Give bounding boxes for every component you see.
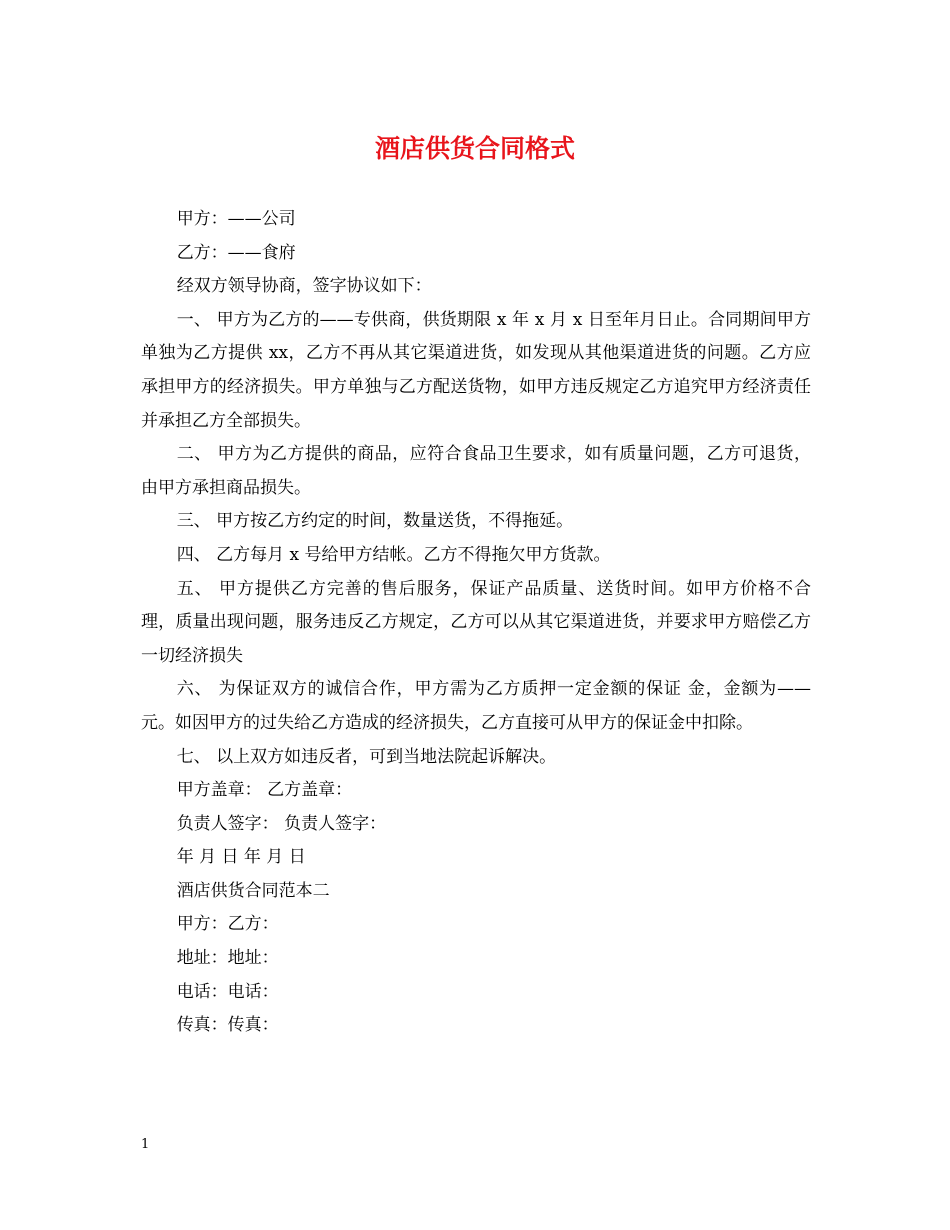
signature-line: 负责人签字： 负责人签字： [176,813,387,834]
intro-paragraph: 经双方领导协商，签字协议如下： [176,276,432,297]
clause-4: 四、 乙方每月 x 号给甲方结帐。乙方不得拖欠甲方货款。 [176,544,611,565]
party-b-line: 乙方：——食府 [176,242,296,263]
phone-line: 电话：电话： [176,981,279,1002]
clause-6: 六、 为保证双方的诚信合作，甲方需为乙方质押一定金额的保证 金，金额为——元。如因甲方的过失给乙方造成的经济损失，乙方直接可从甲方的保证金中扣除。 [141,679,811,733]
document-body [141,203,811,1043]
clause-2: 二、 甲方为乙方提供的商品，应符合食品卫生要求，如有质量问题，乙方可退货，由甲方承担商品损失。 [141,444,811,498]
seal-line: 甲方盖章： 乙方盖章： [176,780,353,801]
address-line: 地址：地址： [176,948,279,969]
template-two-heading: 酒店供货合同范本二 [176,880,330,901]
clause-7: 七、 以上双方如违反者，可到当地法院起诉解决。 [176,746,557,767]
clause-1: 一、 甲方为乙方的——专供商，供货期限 x 年 x 月 x 日至年月日止。合同期间甲方单独为乙方提供 xx，乙方不再从其它渠道进货，如发现从其他渠道进货的问题。乙方应承担甲方的经济损失。甲方单独与乙方配送货物，如甲方违反规定乙方追究甲方经济责任并承担乙方全部损失。 [141,309,811,431]
fax-line: 传真：传真： [176,1015,279,1036]
clause-5: 五、 甲方提供乙方完善的售后服务，保证产品质量、送货时间。如甲方价格不合理，质量出现问题，服务违反乙方规定，乙方可以从其它渠道进货，并要求甲方赔偿乙方一切经济损失 [141,578,811,666]
page-number: 1 [141,1137,150,1152]
clause-3: 三、 甲方按乙方约定的时间，数量送货，不得拖延。 [176,511,574,532]
date-line: 年 月 日 年 月 日 [176,847,306,868]
party-a-line: 甲方：——公司 [176,209,296,229]
parties-line: 甲方：乙方： [176,914,279,935]
document-title: 酒店供货合同格式 [374,134,575,163]
